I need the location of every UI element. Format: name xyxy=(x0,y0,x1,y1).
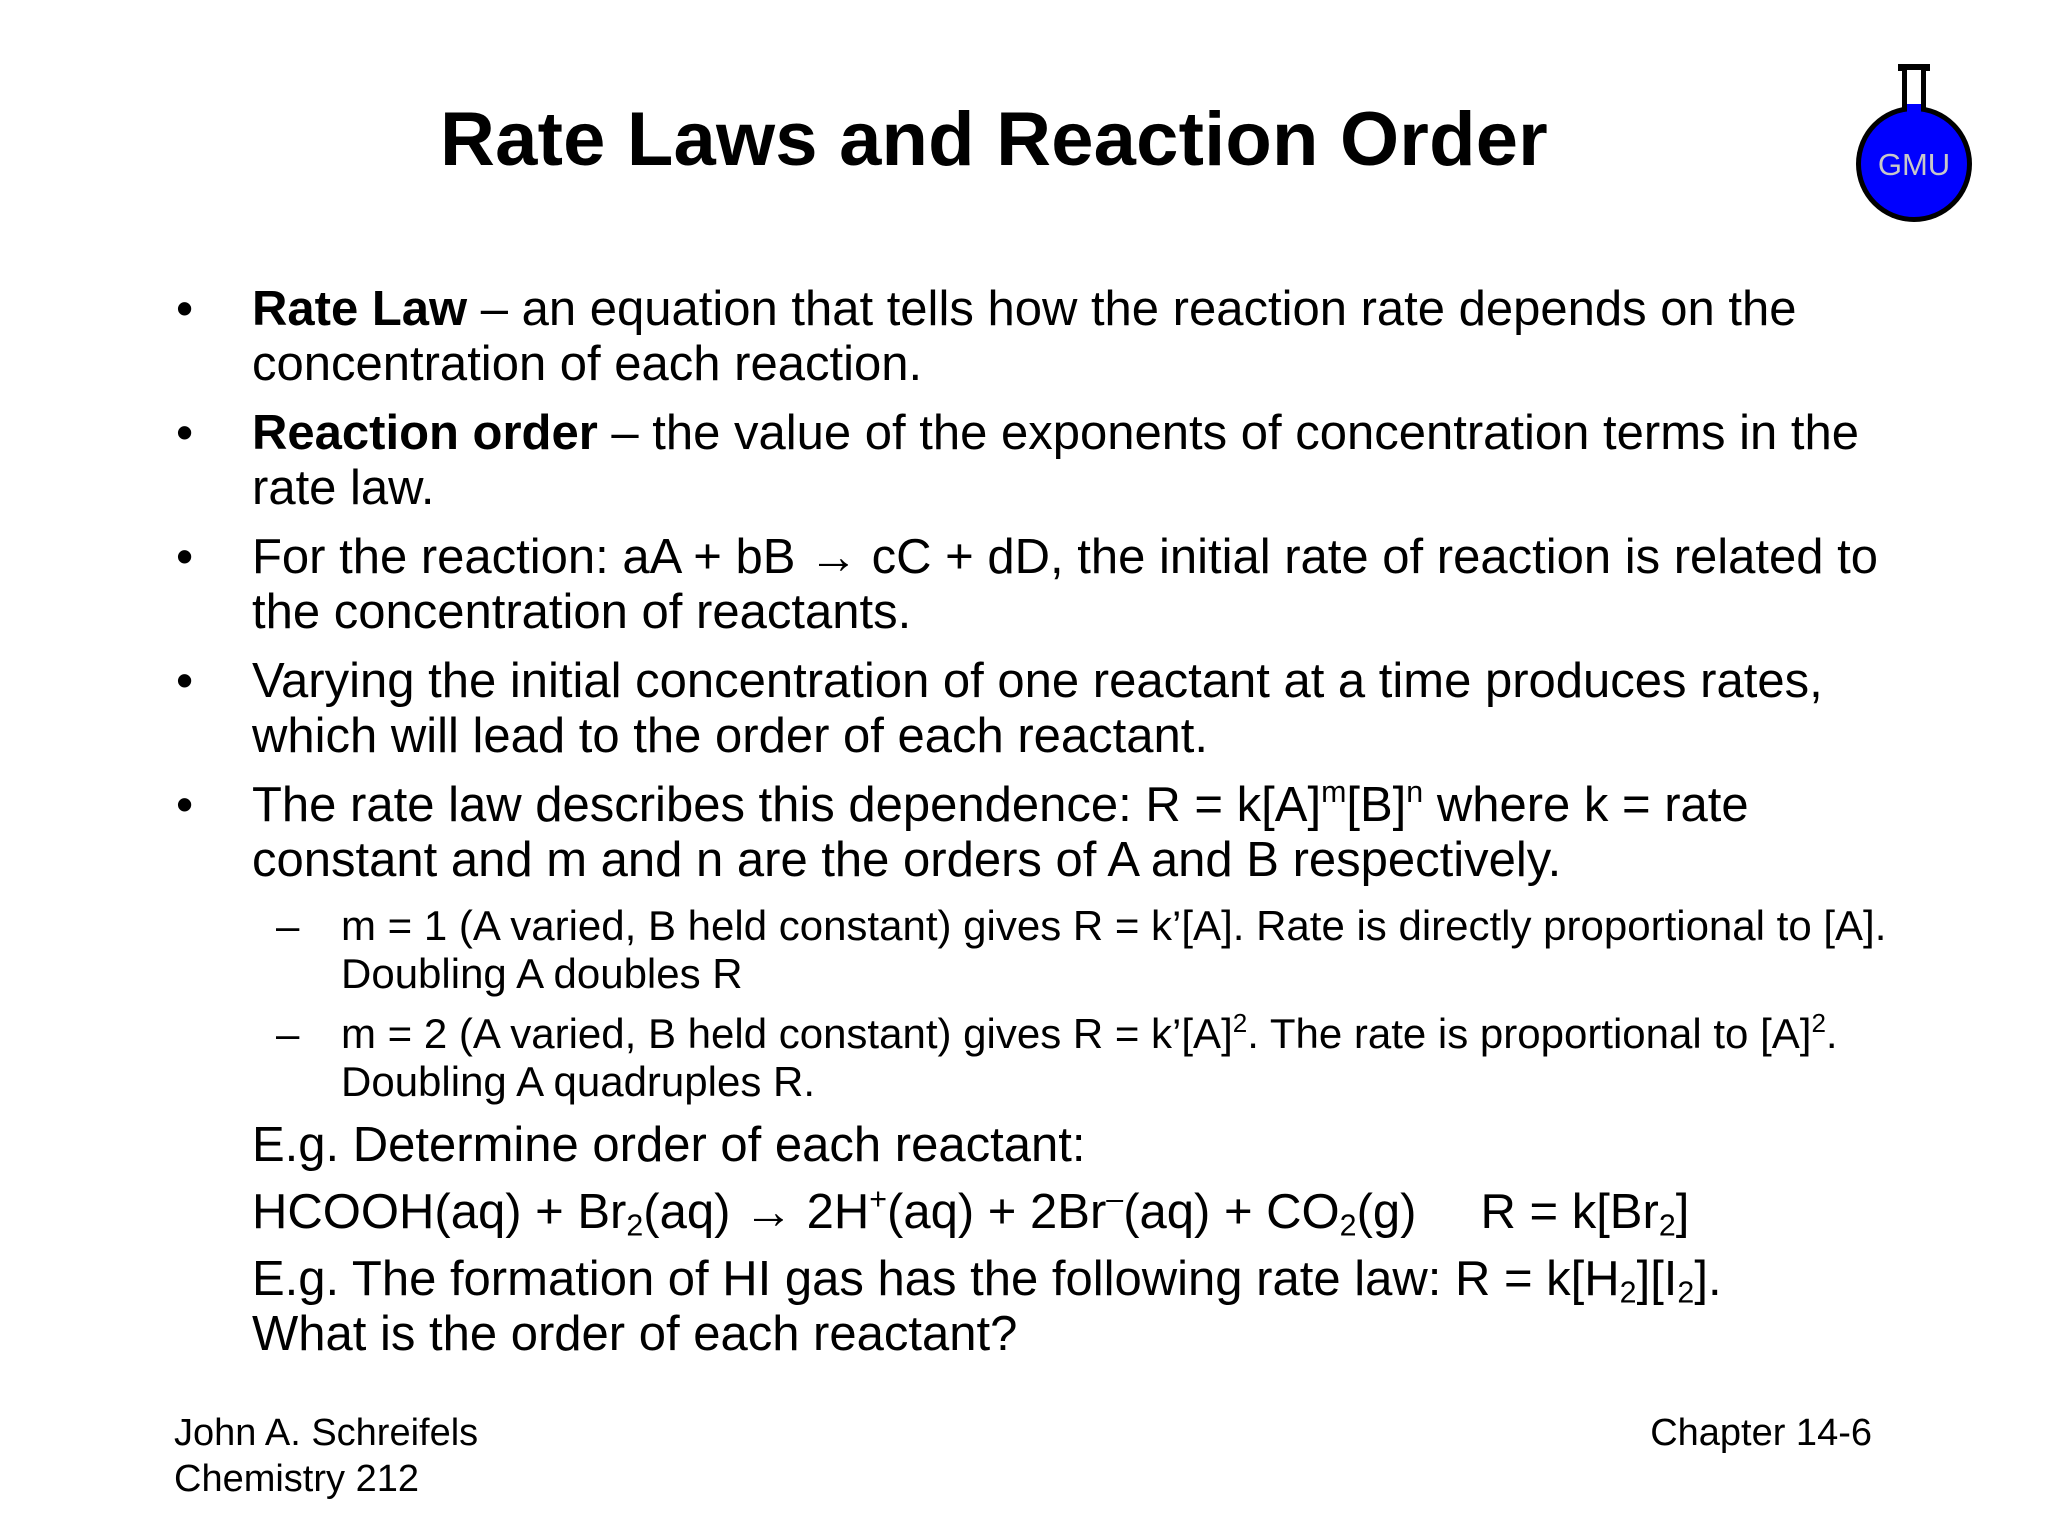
equation-part: (g) xyxy=(1356,1185,1417,1239)
bullet-mark: • xyxy=(176,654,194,708)
term-reaction-order: Reaction order xyxy=(252,406,598,460)
example-1-intro: E.g. Determine order of each reactant: xyxy=(252,1118,1086,1172)
subscript: 2 xyxy=(1677,1275,1695,1310)
rate-law-text-b: [B] xyxy=(1346,778,1407,832)
slide-title: Rate Laws and Reaction Order xyxy=(440,97,1548,182)
rate-expression: R = k[Br xyxy=(1480,1185,1659,1239)
bullet-general-reaction xyxy=(0,530,2048,640)
example-2-question: What is the order of each reactant? xyxy=(252,1307,1018,1361)
bullet-mark: • xyxy=(176,406,194,460)
example-2-text-c: ]. xyxy=(1694,1252,1722,1306)
gmu-flask-logo xyxy=(1852,64,1976,224)
subscript: 2 xyxy=(1619,1275,1637,1310)
equation-part: HCOOH(aq) + Br xyxy=(252,1185,627,1239)
example-2-text-b: ][I xyxy=(1636,1252,1678,1306)
bullet-varying-concentration xyxy=(0,654,2048,764)
definition-rate-law: – an equation that tells how the reaction rate depends on the concentration of each reaction. xyxy=(252,282,1797,391)
bullet-mark: • xyxy=(176,778,194,832)
subscript: 2 xyxy=(626,1208,644,1243)
bullet-list xyxy=(0,282,2048,1374)
bullet-mark: • xyxy=(176,530,194,584)
equation-part: (aq) → 2H xyxy=(643,1185,870,1239)
bullet-reaction-order xyxy=(0,406,2048,516)
dash-mark: – xyxy=(276,1010,300,1057)
footer-author: John A. Schreifels xyxy=(174,1412,479,1454)
subscript: 2 xyxy=(1658,1208,1676,1243)
second-order-text-a: m = 2 (A varied, B held constant) gives R = k’[A] xyxy=(341,1010,1233,1057)
example-2 xyxy=(0,1252,2048,1362)
example-2-text-a: E.g. The formation of HI gas has the following rate law: R = k[H xyxy=(252,1252,1620,1306)
logo-text: GMU xyxy=(1877,147,1951,182)
subscript: 2 xyxy=(1339,1208,1357,1243)
example-2-statement xyxy=(252,1252,1928,1310)
superscript: + xyxy=(869,1182,888,1217)
example-1-equation xyxy=(0,1182,2048,1243)
second-order-text-b: . The rate is proportional to [A] xyxy=(1247,1010,1812,1057)
varying-concentration-text: Varying the initial concentration of one reactant at a time produces rates, which will lead to the order of each reactant. xyxy=(252,654,1823,763)
equation-part: (aq) + 2Br xyxy=(887,1185,1107,1239)
second-order-text-c: . Doubling A quadruples R. xyxy=(341,1010,1838,1105)
general-reaction-text: For the reaction: aA + bB → cC + dD, the initial rate of reaction is related to the concentration of reactants. xyxy=(252,530,1878,639)
footer-page-number: Chapter 14-6 xyxy=(1650,1412,1872,1454)
superscript: – xyxy=(1106,1182,1124,1217)
superscript-2: 2 xyxy=(1811,1007,1826,1038)
sub-bullet-second-order xyxy=(0,1007,2048,1106)
rate-law-text-c: where k = rate constant and m and n are the orders of A and B respectively. xyxy=(252,778,1749,887)
exponent-m: m xyxy=(1321,775,1347,810)
first-order-text: m = 1 (A varied, B held constant) gives R = k’[A]. Rate is directly proportional to [A]. Doubling A doubles R xyxy=(341,902,1887,997)
dash-mark: – xyxy=(276,902,300,949)
bullet-rate-law-expression xyxy=(0,775,2048,888)
footer-left xyxy=(174,1410,478,1502)
exponent-n: n xyxy=(1406,775,1424,810)
superscript-2: 2 xyxy=(1232,1007,1248,1038)
footer-course: Chemistry 212 xyxy=(174,1458,419,1500)
term-rate-law: Rate Law xyxy=(252,282,468,336)
definition-reaction-order: – the value of the exponents of concentration terms in the rate law. xyxy=(252,406,1859,515)
bullet-mark: • xyxy=(176,282,194,336)
equation-part: (aq) + CO xyxy=(1123,1185,1340,1239)
rate-law-text-a: The rate law describes this dependence: R = k[A] xyxy=(252,778,1322,832)
rate-expression-end: ] xyxy=(1675,1185,1690,1239)
bullet-rate-law xyxy=(0,282,2048,392)
sub-bullet-first-order xyxy=(0,902,2048,998)
